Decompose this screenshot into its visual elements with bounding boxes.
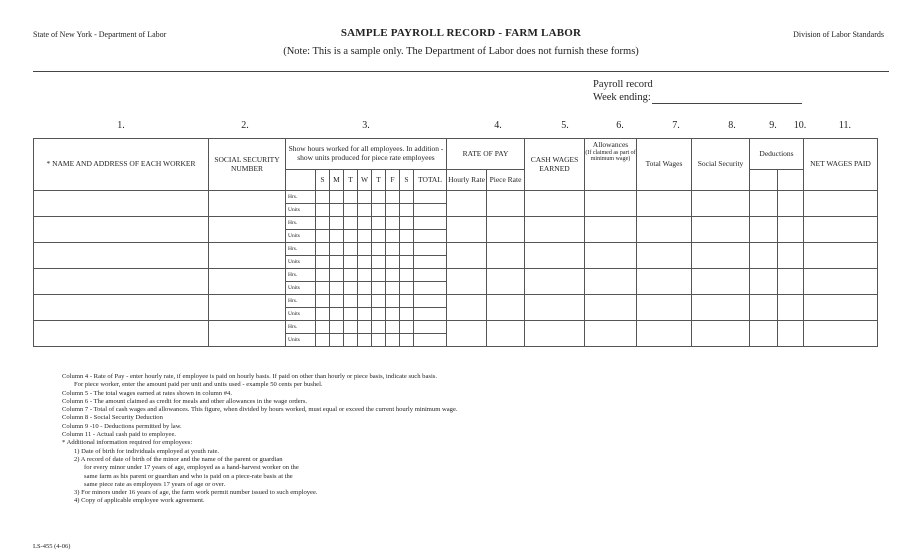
column-number: 10. bbox=[793, 120, 807, 131]
net-wages-cell[interactable] bbox=[804, 217, 878, 243]
units-label: Units bbox=[286, 308, 316, 321]
hrs-label: Hrs. bbox=[286, 321, 316, 334]
worker-ssn-cell[interactable] bbox=[209, 217, 286, 243]
units-label: Units bbox=[286, 256, 316, 269]
units-day-cell[interactable] bbox=[400, 256, 414, 269]
column-number: 6. bbox=[616, 120, 624, 131]
units-day-cell[interactable] bbox=[386, 282, 400, 295]
cash-wages-cell[interactable] bbox=[525, 191, 585, 217]
header-allowances bbox=[585, 139, 637, 191]
note-line: same piece rate as employees 17 years of age or over. bbox=[84, 480, 226, 488]
hours-day-cell[interactable] bbox=[344, 295, 358, 308]
worker-row bbox=[34, 269, 878, 282]
units-day-cell[interactable] bbox=[344, 334, 358, 347]
hours-day-cell[interactable] bbox=[400, 191, 414, 204]
net-wages-cell[interactable] bbox=[804, 191, 878, 217]
allowances-cell[interactable] bbox=[585, 295, 637, 321]
units-label: Units bbox=[286, 334, 316, 347]
column-number: 7. bbox=[672, 120, 680, 131]
units-day-cell[interactable] bbox=[344, 204, 358, 217]
form-title: SAMPLE PAYROLL RECORD - FARM LABOR bbox=[340, 27, 582, 39]
header-hours-worked: Show hours worked for all employees. In addition - show units produced for piece rate employees bbox=[286, 139, 447, 170]
worker-name-address-cell[interactable] bbox=[34, 217, 209, 243]
units-day-cell[interactable] bbox=[330, 204, 344, 217]
worker-name-address-cell[interactable] bbox=[34, 243, 209, 269]
hours-day-cell[interactable] bbox=[330, 217, 344, 230]
units-day-cell[interactable] bbox=[316, 308, 330, 321]
worker-row bbox=[34, 321, 878, 334]
payroll-table bbox=[33, 138, 878, 347]
deduction-9-cell[interactable] bbox=[750, 191, 778, 217]
note-line: 3) For minors under 16 years of age, the farm work permit number issued to such employee. bbox=[74, 489, 318, 497]
worker-ssn-cell[interactable] bbox=[209, 269, 286, 295]
units-day-cell[interactable] bbox=[358, 282, 372, 295]
sample-note: (Note: This is a sample only. The Department of Labor does not furnish these forms) bbox=[283, 46, 639, 57]
week-ending-label: Week ending: bbox=[593, 92, 651, 103]
units-total-cell[interactable] bbox=[414, 256, 447, 269]
header-deductions: Deductions bbox=[750, 139, 804, 170]
hours-day-cell[interactable] bbox=[372, 217, 386, 230]
total-wages-cell[interactable] bbox=[637, 295, 692, 321]
units-day-cell[interactable] bbox=[344, 282, 358, 295]
worker-name-address-cell[interactable] bbox=[34, 269, 209, 295]
allowances-cell[interactable] bbox=[585, 321, 637, 347]
column-number: 4. bbox=[494, 120, 502, 131]
hours-day-cell[interactable] bbox=[316, 295, 330, 308]
form-number: LS-455 (4-06) bbox=[33, 543, 71, 550]
worker-ssn-cell[interactable] bbox=[209, 295, 286, 321]
header-social-security: Social Security bbox=[692, 139, 750, 191]
header-net-wages: NET WAGES PAID bbox=[804, 139, 878, 191]
hours-day-cell[interactable] bbox=[358, 243, 372, 256]
hours-day-cell[interactable] bbox=[372, 243, 386, 256]
units-label: Units bbox=[286, 230, 316, 243]
units-day-cell[interactable] bbox=[316, 256, 330, 269]
hours-day-cell[interactable] bbox=[330, 191, 344, 204]
worker-ssn-cell[interactable] bbox=[209, 243, 286, 269]
worker-row bbox=[34, 217, 878, 230]
units-day-cell[interactable] bbox=[316, 204, 330, 217]
note-line: Column 4 - Rate of Pay - enter hourly rate, if employee is paid on hourly basis. If paid on other than hourly or piece basis, indicate such basis. bbox=[62, 373, 438, 380]
hours-day-cell[interactable] bbox=[386, 269, 400, 282]
worker-row bbox=[34, 191, 878, 204]
note-line: 2) A record of date of birth of the minor and the name of the parent or guardian bbox=[74, 455, 283, 463]
deduction-9-cell[interactable] bbox=[750, 269, 778, 295]
column-number: 2. bbox=[241, 120, 249, 131]
deduction-10-cell[interactable] bbox=[778, 243, 804, 269]
deduction-9-cell[interactable] bbox=[750, 217, 778, 243]
units-label: Units bbox=[286, 204, 316, 217]
allowances-sublabel: (If claimed as part of minimum wage) bbox=[585, 149, 636, 163]
hours-day-cell[interactable] bbox=[386, 191, 400, 204]
units-day-cell[interactable] bbox=[358, 308, 372, 321]
hourly-rate-cell[interactable] bbox=[447, 191, 487, 217]
header-blank bbox=[286, 170, 316, 191]
units-day-cell[interactable] bbox=[400, 282, 414, 295]
header-day-mon: M bbox=[330, 170, 344, 191]
allowances-cell[interactable] bbox=[585, 217, 637, 243]
worker-name-address-cell[interactable] bbox=[34, 191, 209, 217]
social-security-cell[interactable] bbox=[692, 269, 750, 295]
worker-name-address-cell[interactable] bbox=[34, 321, 209, 347]
hours-total-cell[interactable] bbox=[414, 217, 447, 230]
header-day-sat: S bbox=[400, 170, 414, 191]
header-day-tue: T bbox=[344, 170, 358, 191]
hours-day-cell[interactable] bbox=[400, 217, 414, 230]
units-day-cell[interactable] bbox=[344, 308, 358, 321]
units-day-cell[interactable] bbox=[330, 256, 344, 269]
hours-day-cell[interactable] bbox=[358, 217, 372, 230]
header-cash-wages: CASH WAGES EARNED bbox=[525, 139, 585, 191]
units-day-cell[interactable] bbox=[372, 256, 386, 269]
hours-day-cell[interactable] bbox=[316, 243, 330, 256]
hourly-rate-cell[interactable] bbox=[447, 243, 487, 269]
hours-day-cell[interactable] bbox=[372, 321, 386, 334]
worker-name-address-cell[interactable] bbox=[34, 295, 209, 321]
hours-total-cell[interactable] bbox=[414, 295, 447, 308]
note-line: Column 11 - Actual cash paid to employee. bbox=[62, 431, 177, 439]
hourly-rate-cell[interactable] bbox=[447, 217, 487, 243]
header-total-hours: TOTAL bbox=[414, 170, 447, 191]
units-day-cell[interactable] bbox=[316, 282, 330, 295]
header-name-address: * NAME AND ADDRESS OF EACH WORKER bbox=[34, 139, 209, 191]
piece-rate-cell[interactable] bbox=[487, 243, 525, 269]
units-day-cell[interactable] bbox=[372, 230, 386, 243]
deduction-10-cell[interactable] bbox=[778, 191, 804, 217]
hours-day-cell[interactable] bbox=[400, 321, 414, 334]
column-number: 3. bbox=[362, 120, 370, 131]
hourly-rate-cell[interactable] bbox=[447, 295, 487, 321]
units-day-cell[interactable] bbox=[372, 308, 386, 321]
social-security-cell[interactable] bbox=[692, 191, 750, 217]
header-day-sun: S bbox=[316, 170, 330, 191]
piece-rate-cell[interactable] bbox=[487, 321, 525, 347]
deduction-10-cell[interactable] bbox=[778, 217, 804, 243]
net-wages-cell[interactable] bbox=[804, 243, 878, 269]
header-rule bbox=[33, 71, 889, 72]
column-number: 1. bbox=[117, 120, 125, 131]
hours-day-cell[interactable] bbox=[316, 191, 330, 204]
column-number: 9. bbox=[769, 120, 777, 131]
deduction-10-cell[interactable] bbox=[778, 269, 804, 295]
note-line: * Additional information required for employees: bbox=[62, 439, 193, 447]
units-day-cell[interactable] bbox=[372, 334, 386, 347]
hours-day-cell[interactable] bbox=[358, 321, 372, 334]
header-hourly-rate: Hourly Rate bbox=[447, 170, 487, 191]
header-rate-of-pay: RATE OF PAY bbox=[447, 139, 525, 170]
piece-rate-cell[interactable] bbox=[487, 191, 525, 217]
header-day-wed: W bbox=[358, 170, 372, 191]
hours-day-cell[interactable] bbox=[386, 217, 400, 230]
column-number: 5. bbox=[561, 120, 569, 131]
hours-total-cell[interactable] bbox=[414, 269, 447, 282]
column-notes bbox=[62, 373, 458, 506]
hours-day-cell[interactable] bbox=[358, 191, 372, 204]
worker-ssn-cell[interactable] bbox=[209, 191, 286, 217]
units-total-cell[interactable] bbox=[414, 230, 447, 243]
units-day-cell[interactable] bbox=[358, 204, 372, 217]
total-wages-cell[interactable] bbox=[637, 217, 692, 243]
hours-day-cell[interactable] bbox=[372, 269, 386, 282]
units-day-cell[interactable] bbox=[400, 230, 414, 243]
units-total-cell[interactable] bbox=[414, 308, 447, 321]
units-total-cell[interactable] bbox=[414, 282, 447, 295]
hourly-rate-cell[interactable] bbox=[447, 269, 487, 295]
allowances-cell[interactable] bbox=[585, 269, 637, 295]
units-day-cell[interactable] bbox=[344, 256, 358, 269]
allowances-cell[interactable] bbox=[585, 191, 637, 217]
hours-day-cell[interactable] bbox=[344, 321, 358, 334]
total-wages-cell[interactable] bbox=[637, 243, 692, 269]
hrs-label: Hrs. bbox=[286, 295, 316, 308]
units-day-cell[interactable] bbox=[400, 308, 414, 321]
hrs-label: Hrs. bbox=[286, 191, 316, 204]
worker-row bbox=[34, 243, 878, 256]
hours-total-cell[interactable] bbox=[414, 243, 447, 256]
units-day-cell[interactable] bbox=[372, 282, 386, 295]
allowances-label: Allowances bbox=[592, 140, 629, 149]
header-piece-rate: Piece Rate bbox=[487, 170, 525, 191]
hours-day-cell[interactable] bbox=[400, 243, 414, 256]
worker-ssn-cell[interactable] bbox=[209, 321, 286, 347]
cash-wages-cell[interactable] bbox=[525, 321, 585, 347]
net-wages-cell[interactable] bbox=[804, 295, 878, 321]
header-deduction-9 bbox=[750, 170, 778, 191]
note-line: Column 6 - The amount claimed as credit for meals and other allowances in the wage orders. bbox=[62, 397, 308, 405]
deduction-9-cell[interactable] bbox=[750, 295, 778, 321]
piece-rate-cell[interactable] bbox=[487, 295, 525, 321]
hours-day-cell[interactable] bbox=[344, 269, 358, 282]
deduction-9-cell[interactable] bbox=[750, 243, 778, 269]
note-line: Column 5 - The total wages earned at rates shown in column #4. bbox=[62, 389, 232, 397]
units-day-cell[interactable] bbox=[316, 334, 330, 347]
hours-day-cell[interactable] bbox=[386, 243, 400, 256]
units-day-cell[interactable] bbox=[358, 256, 372, 269]
hourly-rate-cell[interactable] bbox=[447, 321, 487, 347]
worker-row bbox=[34, 295, 878, 308]
hours-day-cell[interactable] bbox=[386, 295, 400, 308]
hours-day-cell[interactable] bbox=[330, 295, 344, 308]
net-wages-cell[interactable] bbox=[804, 269, 878, 295]
units-day-cell[interactable] bbox=[386, 204, 400, 217]
agency-label: State of New York - Department of Labor bbox=[33, 30, 167, 39]
hours-day-cell[interactable] bbox=[316, 269, 330, 282]
total-wages-cell[interactable] bbox=[637, 269, 692, 295]
units-total-cell[interactable] bbox=[414, 204, 447, 217]
hours-day-cell[interactable] bbox=[344, 191, 358, 204]
units-day-cell[interactable] bbox=[330, 230, 344, 243]
header-ssn: SOCIAL SECURITY NUMBER bbox=[209, 139, 286, 191]
allowances-cell[interactable] bbox=[585, 243, 637, 269]
units-day-cell[interactable] bbox=[386, 308, 400, 321]
note-line: 4) Copy of applicable employee work agreement. bbox=[74, 497, 205, 505]
hours-day-cell[interactable] bbox=[400, 269, 414, 282]
header-day-thu: T bbox=[372, 170, 386, 191]
hrs-label: Hrs. bbox=[286, 269, 316, 282]
social-security-cell[interactable] bbox=[692, 217, 750, 243]
units-total-cell[interactable] bbox=[414, 334, 447, 347]
hours-day-cell[interactable] bbox=[358, 269, 372, 282]
hours-total-cell[interactable] bbox=[414, 191, 447, 204]
social-security-cell[interactable] bbox=[692, 321, 750, 347]
hours-day-cell[interactable] bbox=[344, 217, 358, 230]
payroll-record-label: Payroll record bbox=[593, 79, 653, 90]
column-number: 11. bbox=[838, 120, 852, 131]
piece-rate-cell[interactable] bbox=[487, 217, 525, 243]
units-day-cell[interactable] bbox=[316, 230, 330, 243]
cash-wages-cell[interactable] bbox=[525, 269, 585, 295]
total-wages-cell[interactable] bbox=[637, 321, 692, 347]
units-day-cell[interactable] bbox=[330, 282, 344, 295]
hours-day-cell[interactable] bbox=[358, 295, 372, 308]
cash-wages-cell[interactable] bbox=[525, 295, 585, 321]
social-security-cell[interactable] bbox=[692, 243, 750, 269]
hours-day-cell[interactable] bbox=[330, 269, 344, 282]
units-day-cell[interactable] bbox=[386, 334, 400, 347]
note-line: for every minor under 17 years of age, employed as a hand-harvest worker on the bbox=[84, 464, 299, 472]
units-day-cell[interactable] bbox=[358, 334, 372, 347]
deduction-10-cell[interactable] bbox=[778, 295, 804, 321]
header-day-fri: F bbox=[386, 170, 400, 191]
deduction-9-cell[interactable] bbox=[750, 321, 778, 347]
column-number: 8. bbox=[728, 120, 736, 131]
hours-day-cell[interactable] bbox=[400, 295, 414, 308]
hrs-label: Hrs. bbox=[286, 243, 316, 256]
hours-day-cell[interactable] bbox=[316, 217, 330, 230]
units-day-cell[interactable] bbox=[372, 204, 386, 217]
cash-wages-cell[interactable] bbox=[525, 217, 585, 243]
hrs-label: Hrs. bbox=[286, 217, 316, 230]
units-day-cell[interactable] bbox=[330, 308, 344, 321]
social-security-cell[interactable] bbox=[692, 295, 750, 321]
units-day-cell[interactable] bbox=[344, 230, 358, 243]
net-wages-cell[interactable] bbox=[804, 321, 878, 347]
note-line: 1) Date of birth for individuals employed at youth rate. bbox=[74, 447, 220, 455]
piece-rate-cell[interactable] bbox=[487, 269, 525, 295]
hours-day-cell[interactable] bbox=[372, 295, 386, 308]
units-day-cell[interactable] bbox=[358, 230, 372, 243]
division-label: Division of Labor Standards bbox=[793, 30, 884, 39]
hours-day-cell[interactable] bbox=[344, 243, 358, 256]
header-total-wages: Total Wages bbox=[637, 139, 692, 191]
hours-day-cell[interactable] bbox=[316, 321, 330, 334]
units-day-cell[interactable] bbox=[400, 334, 414, 347]
note-line: For piece worker, enter the amount paid per unit and units used - example 50 cents per bushel. bbox=[74, 381, 323, 389]
total-wages-cell[interactable] bbox=[637, 191, 692, 217]
units-day-cell[interactable] bbox=[330, 334, 344, 347]
header-deduction-10 bbox=[778, 170, 804, 191]
hours-total-cell[interactable] bbox=[414, 321, 447, 334]
note-line: Column 7 - Total of cash wages and allowances. This figure, when divided by hours worked, must equal or exceed the current hourly minimum wage. bbox=[62, 406, 458, 414]
hours-day-cell[interactable] bbox=[386, 321, 400, 334]
cash-wages-cell[interactable] bbox=[525, 243, 585, 269]
hours-day-cell[interactable] bbox=[330, 321, 344, 334]
hours-day-cell[interactable] bbox=[330, 243, 344, 256]
units-label: Units bbox=[286, 282, 316, 295]
deduction-10-cell[interactable] bbox=[778, 321, 804, 347]
units-day-cell[interactable] bbox=[386, 230, 400, 243]
note-line: Column 8 - Social Security Deduction bbox=[62, 414, 163, 422]
note-line: Column 9 -10 - Deductions permitted by law. bbox=[62, 422, 182, 430]
note-line: same farm as his parent or guardian and who is paid on a piece-rate basis at the bbox=[84, 472, 293, 480]
units-day-cell[interactable] bbox=[386, 256, 400, 269]
hours-day-cell[interactable] bbox=[372, 191, 386, 204]
week-ending-field[interactable] bbox=[652, 103, 802, 104]
units-day-cell[interactable] bbox=[400, 204, 414, 217]
